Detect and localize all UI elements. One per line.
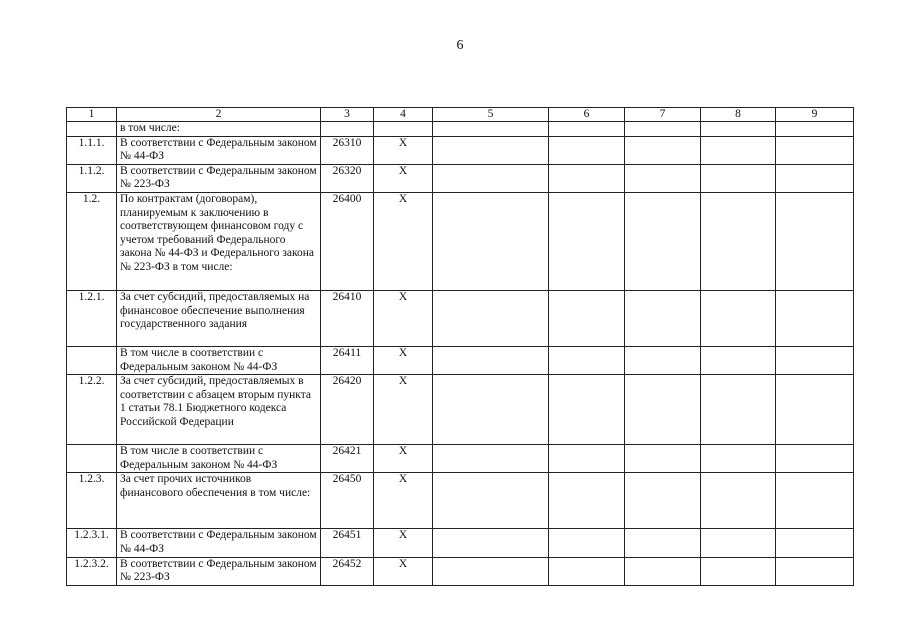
- row-mark: X: [374, 529, 433, 557]
- row-mark: X: [374, 445, 433, 473]
- row-code: 26310: [321, 136, 374, 164]
- empty-cell: [701, 136, 776, 164]
- empty-cell: [625, 375, 701, 445]
- table-header-row: [67, 108, 854, 122]
- table-row: [67, 473, 854, 529]
- row-name: В соответствии с Федеральным законом № 223-ФЗ: [117, 164, 321, 192]
- empty-cell: [701, 164, 776, 192]
- row-mark: X: [374, 346, 433, 374]
- empty-cell: [549, 164, 625, 192]
- row-name: В соответствии с Федеральным законом № 223-ФЗ: [117, 557, 321, 585]
- row-mark: [374, 122, 433, 137]
- empty-cell: [433, 164, 549, 192]
- empty-cell: [701, 445, 776, 473]
- column-header: 9: [776, 108, 854, 122]
- row-name: За счет прочих источников финансового обеспечения в том числе:: [117, 473, 321, 529]
- row-mark: X: [374, 557, 433, 585]
- empty-cell: [433, 192, 549, 290]
- empty-cell: [625, 346, 701, 374]
- empty-cell: [433, 136, 549, 164]
- table-row: [67, 136, 854, 164]
- empty-cell: [433, 346, 549, 374]
- row-number: [67, 346, 117, 374]
- empty-cell: [776, 192, 854, 290]
- table-row: [67, 375, 854, 445]
- row-number: 1.2.3.: [67, 473, 117, 529]
- empty-cell: [776, 529, 854, 557]
- table-row: [67, 192, 854, 290]
- column-header: 1: [67, 108, 117, 122]
- column-header: 5: [433, 108, 549, 122]
- empty-cell: [549, 192, 625, 290]
- table-row: [67, 346, 854, 374]
- row-code: 26400: [321, 192, 374, 290]
- row-name: В том числе в соответствии с Федеральным законом № 44-ФЗ: [117, 346, 321, 374]
- empty-cell: [625, 136, 701, 164]
- row-name: За счет субсидий, предоставляемых на финансовое обеспечение выполнения государственного задания: [117, 290, 321, 346]
- empty-cell: [701, 557, 776, 585]
- empty-cell: [549, 375, 625, 445]
- empty-cell: [701, 122, 776, 137]
- table-row: [67, 290, 854, 346]
- empty-cell: [701, 346, 776, 374]
- empty-cell: [549, 557, 625, 585]
- empty-cell: [625, 473, 701, 529]
- empty-cell: [776, 164, 854, 192]
- empty-cell: [701, 473, 776, 529]
- row-code: 26410: [321, 290, 374, 346]
- row-code: 26421: [321, 445, 374, 473]
- empty-cell: [625, 122, 701, 137]
- empty-cell: [776, 122, 854, 137]
- row-name: За счет субсидий, предоставляемых в соответствии с абзацем вторым пункта 1 статьи 78.1 Бюджетного кодекса Российской Федерации: [117, 375, 321, 445]
- table-row: [67, 529, 854, 557]
- empty-cell: [549, 529, 625, 557]
- row-mark: X: [374, 473, 433, 529]
- empty-cell: [776, 375, 854, 445]
- row-mark: X: [374, 136, 433, 164]
- row-number: [67, 122, 117, 137]
- table-row: [67, 445, 854, 473]
- empty-cell: [701, 375, 776, 445]
- column-header: 6: [549, 108, 625, 122]
- row-code: [321, 122, 374, 137]
- row-code: 26451: [321, 529, 374, 557]
- empty-cell: [433, 122, 549, 137]
- empty-cell: [625, 164, 701, 192]
- row-name: В соответствии с Федеральным законом № 44-ФЗ: [117, 529, 321, 557]
- row-name: В соответствии с Федеральным законом № 44-ФЗ: [117, 136, 321, 164]
- row-number: 1.2.2.: [67, 375, 117, 445]
- empty-cell: [549, 122, 625, 137]
- row-code: 26452: [321, 557, 374, 585]
- table-row: [67, 164, 854, 192]
- empty-cell: [433, 529, 549, 557]
- empty-cell: [776, 445, 854, 473]
- column-header: 4: [374, 108, 433, 122]
- column-header: 3: [321, 108, 374, 122]
- empty-cell: [433, 473, 549, 529]
- column-header: 8: [701, 108, 776, 122]
- row-code: 26320: [321, 164, 374, 192]
- report-table: [66, 107, 854, 586]
- empty-cell: [776, 290, 854, 346]
- row-number: 1.2.3.1.: [67, 529, 117, 557]
- empty-cell: [433, 290, 549, 346]
- row-mark: X: [374, 375, 433, 445]
- row-code: 26420: [321, 375, 374, 445]
- empty-cell: [625, 529, 701, 557]
- empty-cell: [549, 290, 625, 346]
- row-number: [67, 445, 117, 473]
- empty-cell: [776, 473, 854, 529]
- row-number: 1.2.1.: [67, 290, 117, 346]
- empty-cell: [625, 290, 701, 346]
- row-number: 1.2.3.2.: [67, 557, 117, 585]
- row-mark: X: [374, 164, 433, 192]
- empty-cell: [625, 557, 701, 585]
- empty-cell: [549, 136, 625, 164]
- row-number: 1.2.: [67, 192, 117, 290]
- empty-cell: [625, 192, 701, 290]
- empty-cell: [433, 375, 549, 445]
- row-mark: X: [374, 290, 433, 346]
- empty-cell: [549, 473, 625, 529]
- row-code: 26411: [321, 346, 374, 374]
- empty-cell: [549, 346, 625, 374]
- empty-cell: [701, 192, 776, 290]
- empty-cell: [549, 445, 625, 473]
- column-header: 7: [625, 108, 701, 122]
- table-row: [67, 557, 854, 585]
- empty-cell: [701, 529, 776, 557]
- empty-cell: [776, 346, 854, 374]
- row-name: В том числе в соответствии с Федеральным законом № 44-ФЗ: [117, 445, 321, 473]
- row-name: По контрактам (договорам), планируемым к заключению в соответствующем финансовом году с учетом требований Федерального закона № 44-ФЗ и Федерального закона № 223-ФЗ в том числе:: [117, 192, 321, 290]
- empty-cell: [433, 445, 549, 473]
- empty-cell: [776, 557, 854, 585]
- empty-cell: [433, 557, 549, 585]
- row-mark: X: [374, 192, 433, 290]
- row-number: 1.1.2.: [67, 164, 117, 192]
- table-row: [67, 122, 854, 137]
- empty-cell: [625, 445, 701, 473]
- row-code: 26450: [321, 473, 374, 529]
- page-number: 6: [456, 38, 464, 53]
- empty-cell: [776, 136, 854, 164]
- row-name: в том числе:: [117, 122, 321, 137]
- row-number: 1.1.1.: [67, 136, 117, 164]
- empty-cell: [701, 290, 776, 346]
- column-header: 2: [117, 108, 321, 122]
